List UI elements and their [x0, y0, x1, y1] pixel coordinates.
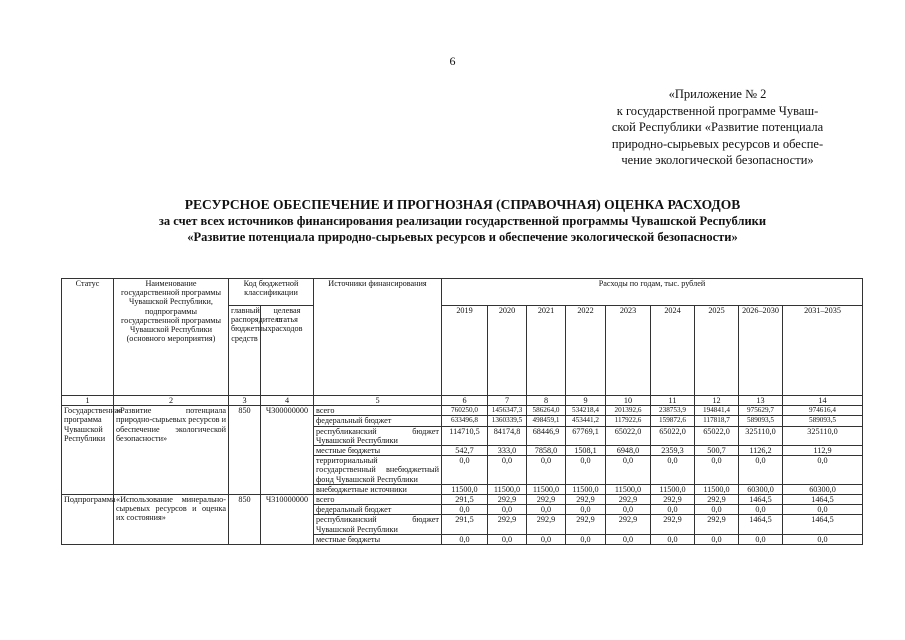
header-code-target: целевая статья расходов	[261, 306, 314, 396]
row-value: 60300,0	[783, 484, 863, 494]
row-value: 0,0	[695, 534, 739, 544]
row-value: 292,9	[651, 515, 695, 534]
row-value: 0,0	[695, 505, 739, 515]
column-number: 2	[114, 396, 229, 406]
row-value: 0,0	[783, 505, 863, 515]
row-value: 238753,9	[651, 406, 695, 416]
row-funding-source: всего	[314, 495, 442, 505]
row-value: 534218,4	[566, 406, 606, 416]
row-funding-source: всего	[314, 406, 442, 416]
resource-table-wrapper	[61, 278, 863, 545]
row-value: 0,0	[783, 534, 863, 544]
row-value: 1464,5	[739, 495, 783, 505]
row-value: 65022,0	[695, 426, 739, 445]
appendix-line: «Приложение № 2	[668, 87, 767, 101]
row-value: 500,7	[695, 446, 739, 456]
column-number: 12	[695, 396, 739, 406]
row-value: 0,0	[488, 456, 527, 485]
row-value: 114710,5	[442, 426, 488, 445]
row-value: 11500,0	[606, 484, 651, 494]
column-number: 3	[229, 396, 261, 406]
column-number: 5	[314, 396, 442, 406]
row-value: 292,9	[566, 515, 606, 534]
heading-title: РЕСУРСНОЕ ОБЕСПЕЧЕНИЕ И ПРОГНОЗНАЯ (СПРАВОЧНАЯ) ОЦЕНКА РАСХОДОВ	[184, 197, 741, 212]
row-value: 292,9	[527, 515, 566, 534]
column-number: 13	[739, 396, 783, 406]
header-year: 2020	[488, 306, 527, 396]
row-value: 84174,8	[488, 426, 527, 445]
appendix-line: к государственной программе Чуваш-	[616, 103, 819, 118]
row-value: 292,9	[488, 495, 527, 505]
row-value: 11500,0	[527, 484, 566, 494]
row-value: 291,5	[442, 495, 488, 505]
row-code-target: Ч300000000	[261, 406, 314, 495]
row-value: 194841,4	[695, 406, 739, 416]
header-sources: Источники финансирования	[314, 279, 442, 396]
header-year: 2024	[651, 306, 695, 396]
row-value: 0,0	[651, 456, 695, 485]
table-row	[62, 495, 863, 505]
row-value: 292,9	[606, 515, 651, 534]
row-value: 11500,0	[566, 484, 606, 494]
column-number: 11	[651, 396, 695, 406]
row-status: Государственная программа Чувашской Республики	[62, 406, 114, 495]
row-value: 292,9	[566, 495, 606, 505]
row-value: 0,0	[783, 456, 863, 485]
page-number: 6	[449, 54, 456, 68]
row-value: 975629,7	[739, 406, 783, 416]
row-value: 292,9	[527, 495, 566, 505]
row-value: 0,0	[606, 456, 651, 485]
column-number: 6	[442, 396, 488, 406]
header-year: 2021	[527, 306, 566, 396]
row-value: 1508,1	[566, 446, 606, 456]
row-code-main: 850	[229, 495, 261, 545]
header-year: 2023	[606, 306, 651, 396]
row-value: 7858,0	[527, 446, 566, 456]
column-number: 4	[261, 396, 314, 406]
row-value: 333,0	[488, 446, 527, 456]
row-code-target: Ч310000000	[261, 495, 314, 545]
row-funding-source: местные бюджеты	[314, 534, 442, 544]
row-value: 1360339,5	[488, 416, 527, 426]
row-value: 11500,0	[442, 484, 488, 494]
row-value: 112,9	[783, 446, 863, 456]
row-value: 0,0	[651, 534, 695, 544]
row-value: 0,0	[651, 505, 695, 515]
row-value: 117922,6	[606, 416, 651, 426]
row-value: 633496,8	[442, 416, 488, 426]
header-year: 2031–2035	[783, 306, 863, 396]
header-code-main: главный распорядитель бюджетных средств	[229, 306, 261, 396]
row-value: 291,5	[442, 515, 488, 534]
row-value: 292,9	[695, 495, 739, 505]
row-value: 11500,0	[651, 484, 695, 494]
row-value: 11500,0	[695, 484, 739, 494]
row-value: 0,0	[566, 505, 606, 515]
column-number: 10	[606, 396, 651, 406]
appendix-line: чение экологической безопасности»	[621, 153, 814, 167]
row-funding-source: федеральный бюджет	[314, 505, 442, 515]
row-status: Подпрограмма	[62, 495, 114, 545]
row-value: 1464,5	[739, 515, 783, 534]
row-value: 292,9	[606, 495, 651, 505]
row-value: 542,7	[442, 446, 488, 456]
row-value: 589093,5	[739, 416, 783, 426]
row-value: 60300,0	[739, 484, 783, 494]
row-funding-source: республиканский бюджет Чувашской Республики	[314, 515, 442, 534]
row-value: 0,0	[739, 505, 783, 515]
row-value: 65022,0	[651, 426, 695, 445]
heading-line-2: за счет всех источников финансирования реализации государственной программы Чувашской Республики	[158, 214, 767, 228]
row-value: 201392,6	[606, 406, 651, 416]
row-value: 11500,0	[488, 484, 527, 494]
row-value: 589093,5	[783, 416, 863, 426]
row-funding-source: республиканский бюджет Чувашской Республики	[314, 426, 442, 445]
row-value: 0,0	[606, 505, 651, 515]
column-number: 1	[62, 396, 114, 406]
row-value: 1464,5	[783, 495, 863, 505]
row-value: 0,0	[527, 534, 566, 544]
row-funding-source: местные бюджеты	[314, 446, 442, 456]
row-value: 453441,2	[566, 416, 606, 426]
row-code-main: 850	[229, 406, 261, 495]
header-expenses: Расходы по годам, тыс. рублей	[442, 279, 863, 306]
column-number: 7	[488, 396, 527, 406]
row-value: 0,0	[606, 534, 651, 544]
header-year: 2025	[695, 306, 739, 396]
row-value: 292,9	[488, 515, 527, 534]
row-value: 974616,4	[783, 406, 863, 416]
row-value: 0,0	[739, 534, 783, 544]
header-year: 2026–2030	[739, 306, 783, 396]
row-value: 0,0	[442, 505, 488, 515]
row-value: 1126,2	[739, 446, 783, 456]
row-value: 1456347,3	[488, 406, 527, 416]
row-funding-source: внебюджетные источники	[314, 484, 442, 494]
heading-line-3: «Развитие потенциала природно-сырьевых ресурсов и обеспечение экологической безопасности»	[187, 230, 738, 244]
row-value: 117818,7	[695, 416, 739, 426]
row-value: 0,0	[566, 456, 606, 485]
row-value: 0,0	[488, 534, 527, 544]
row-value: 760250,0	[442, 406, 488, 416]
row-value: 1464,5	[783, 515, 863, 534]
row-value: 292,9	[695, 515, 739, 534]
row-value: 6948,0	[606, 446, 651, 456]
row-value: 67769,1	[566, 426, 606, 445]
row-value: 292,9	[651, 495, 695, 505]
column-number: 9	[566, 396, 606, 406]
table-row	[62, 406, 863, 416]
row-value: 0,0	[442, 456, 488, 485]
header-year: 2022	[566, 306, 606, 396]
document-heading	[60, 196, 865, 245]
appendix-note	[590, 86, 845, 169]
resource-table	[61, 278, 863, 545]
row-funding-source: территориальный государственный внебюджетный фонд Чувашской Республики	[314, 456, 442, 485]
row-program-name: «Развитие потенциала природно-сырьевых ресурсов и обеспечение экологической безопасности»	[114, 406, 229, 495]
row-value: 325110,0	[783, 426, 863, 445]
row-value: 498459,1	[527, 416, 566, 426]
column-number: 8	[527, 396, 566, 406]
column-number: 14	[783, 396, 863, 406]
row-value: 68446,9	[527, 426, 566, 445]
row-value: 0,0	[739, 456, 783, 485]
header-name: Наименование государственной программы Чувашской Республики, подпрограммы государственной программы Чувашской Республики (основного мероприятия)	[114, 279, 229, 396]
header-status: Статус	[62, 279, 114, 396]
row-value: 325110,0	[739, 426, 783, 445]
row-value: 0,0	[527, 505, 566, 515]
row-value: 65022,0	[606, 426, 651, 445]
row-value: 586264,0	[527, 406, 566, 416]
row-value: 2359,3	[651, 446, 695, 456]
row-value: 0,0	[527, 456, 566, 485]
header-year: 2019	[442, 306, 488, 396]
row-value: 0,0	[442, 534, 488, 544]
row-funding-source: федеральный бюджет	[314, 416, 442, 426]
appendix-line: ской Республики «Развитие потенциала	[611, 120, 824, 134]
row-value: 159872,6	[651, 416, 695, 426]
row-program-name: «Использование минерально-сырьевых ресурсов и оценка их состояния»	[114, 495, 229, 545]
appendix-line: природно-сырьевых ресурсов и обеспе-	[611, 136, 824, 151]
row-value: 0,0	[695, 456, 739, 485]
row-value: 0,0	[488, 505, 527, 515]
header-code: Код бюджетной классификации	[229, 279, 314, 306]
row-value: 0,0	[566, 534, 606, 544]
